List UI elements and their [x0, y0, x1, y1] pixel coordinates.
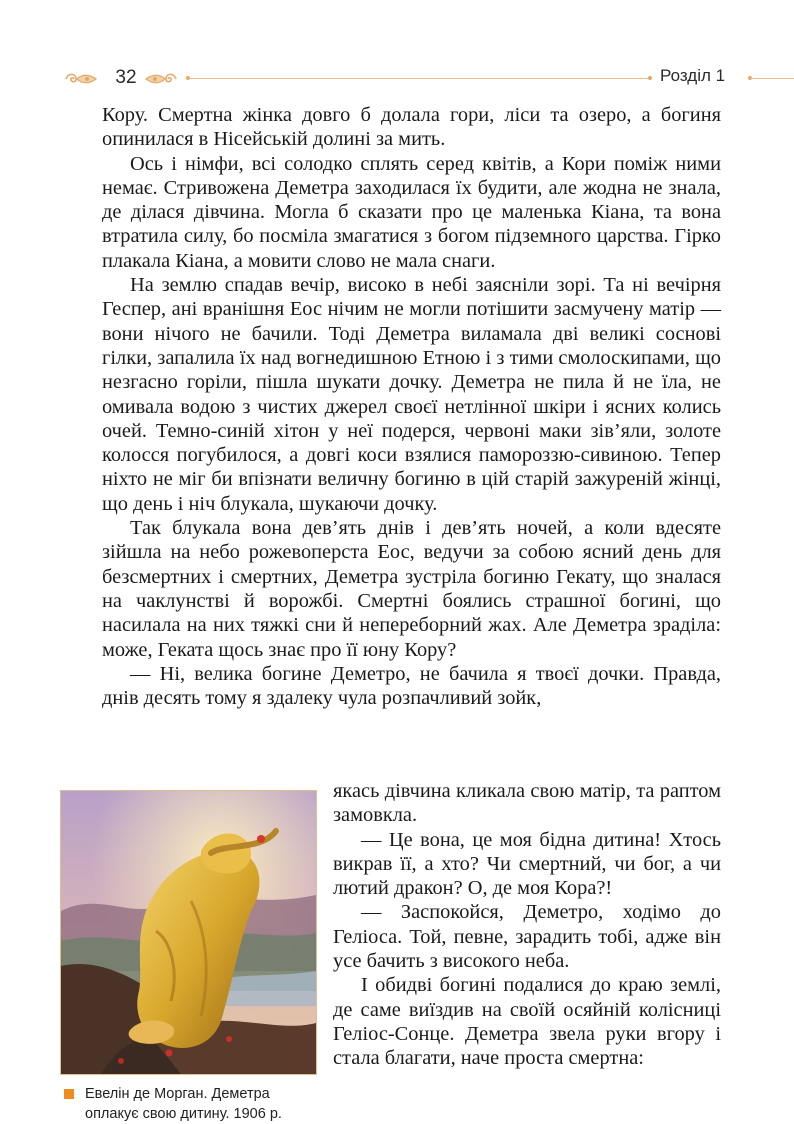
- paragraph: Кору. Смертна жінка довго б долала гори, ліси та озеро, а богиня опинилася в Нісейській долині за мить.: [102, 104, 721, 151]
- section-title: Розділ 1: [660, 66, 726, 85]
- page-header: [0, 62, 794, 96]
- paragraph: І обидві богині подалися до краю землі, де саме виїздив на своїй осяйній колісниці Геліос-Сонце. Деметра звела руки вгору і стала благати, наче проста смертна:: [333, 974, 721, 1070]
- page-number: 32: [115, 67, 137, 88]
- paragraph: — Ні, велика богине Деметро, не бачила я твоєї дочки. Правда, днів десять тому я здалеку чула розпачливий зойк,: [102, 662, 721, 710]
- ornament-swirl-icon: [142, 70, 180, 88]
- paragraph: якась дівчина кликала свою матір, та раптом замовкла.: [333, 780, 721, 827]
- caption-bullet-icon: [64, 1089, 74, 1099]
- header-rule: [750, 78, 794, 79]
- figure-caption: [64, 1084, 324, 1124]
- ornament-swirl-icon: [62, 70, 100, 88]
- demeter-painting: [61, 791, 316, 1074]
- paragraph: Ось і німфи, всі солодко сплять серед квітів, а Кори поміж ними немає. Стривожена Деметра заходилася їх будити, але жодна не знала, де ділася дівчина. Могла б сказати про це маленька Кіана, та вона втратила силу, бо посміла змагатися з богом підземного царства. Гірко плакала Кіана, а мовити слово не мала снаги.: [102, 152, 721, 272]
- paragraph: — Це вона, це моя бідна дитина! Хтось викрав її, а хто? Чи смертний, чи бог, а чи лютий дракон? О, де моя Кора?!: [333, 828, 721, 900]
- paragraph: — Заспокойся, Деметро, ходімо до Геліоса. Той, певне, зарадить тобі, адже він усе бачить з високого неба.: [333, 901, 721, 973]
- painting-illustration: [60, 790, 317, 1075]
- paragraph: Так блукала вона дев’ять днів і дев’ять ночей, а коли вдесяте зійшла на небо рожевоперста Еос, ведучи за собою ясний день для безсмертних і смертних, Деметра зустріла богиню Гекату, що зналася на чаклунстві й ворожбі. Смертні боялись страшної богині, що насилала на них тяжкі сни й непереборний жах. Але Деметра зраділа: може, Геката щось знає про її юну Кору?: [102, 517, 721, 661]
- caption-text: Евелін де Морган. Деметра оплакує свою дитину. 1906 р.: [85, 1086, 282, 1122]
- main-text: [102, 103, 721, 710]
- header-dot: [648, 76, 652, 80]
- header-rule: [188, 78, 650, 79]
- paragraph: На землю спадав вечір, високо в небі заясніли зорі. Та ні вечірня Геспер, ані вранішня Еос нічим не могли потішити засмучену матір — вони нічого не бачили. Тоді Деметра виламала дві великі соснові гілки, запалила їх над вогнедишною Етною і з тими смолоскипами, що незгасно горіли, пішла шукати дочку. Деметра не пила й не їла, не омивала водою з чистих джерел своєї нетлінної шкіри і ясних колись очей. Темно-синій хітон у неї подерся, червоні маки зів’яли, золоте колосся погубилося, а довгі коси взялися памороззю-сивиною. Тепер ніхто не міг би впізнати величну богиню в цій старій зажуреній жінці, що день і ніч блукала, шукаючи дочку.: [102, 274, 721, 515]
- side-text: [333, 779, 721, 1071]
